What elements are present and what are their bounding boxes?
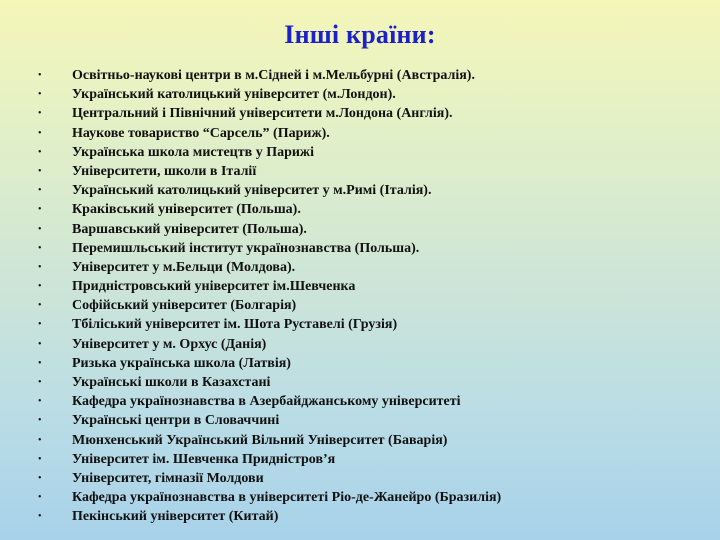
bullet-icon: • [38,338,42,350]
bullet-icon: • [38,204,42,216]
list-item [38,162,501,181]
list-item-text: Кафедра українознавства в Азербайджанському університеті [72,394,461,410]
list-item-text: Тбіліський університет ім. Шота Руставелі (Грузія) [72,317,398,333]
list-item [38,411,501,430]
slide-title: Інші країни: [284,20,436,49]
list-item [38,239,501,258]
list-item [38,258,501,277]
list-item-text: Університет у м.Бельци (Молдова). [72,259,296,275]
list-item [38,66,501,85]
list-item [38,220,501,239]
list-item [38,488,501,507]
list-item-text: Український католицький університет у м.Римі (Італія). [72,183,432,199]
list-item [38,143,501,162]
list-item [38,392,501,411]
list-item-text: Університет, гімназії Молдови [72,470,264,486]
list-item-text: Краківський університет (Польша). [72,202,301,218]
bullet-icon: • [38,108,42,120]
bullet-icon: • [38,242,42,254]
list-item-text: Кафедра українознавства в університеті Ріо-де-Жанейро (Бразилія) [72,490,502,506]
list-item-text: Український католицький університет (м.Лондон). [72,87,396,103]
list-item-text: Пекінський університет (Китай) [72,509,279,525]
bullet-icon: • [38,89,42,101]
list-item [38,373,501,392]
bullet-icon: • [38,453,42,465]
bullet-icon: • [38,511,42,523]
bullet-icon: • [38,396,42,408]
bullet-icon: • [38,415,42,427]
list-item-text: Софійський університет (Болгарія) [72,298,297,314]
list-item [38,450,501,469]
bullet-icon: • [38,357,42,369]
list-item-text: Варшавський університет (Польша). [72,221,307,237]
list-item [38,315,501,334]
bullet-icon: • [38,377,42,388]
list-item [38,469,501,488]
list-item [38,507,501,526]
list-item [38,431,501,450]
list-item-text: Наукове товариство “Сарсель” (Париж). [72,125,330,141]
bullet-list [38,66,501,527]
list-item [38,124,501,143]
bullet-icon: • [38,319,42,331]
bullet-icon: • [38,127,42,139]
list-item [38,85,501,104]
list-item [38,104,501,123]
list-item-text: Центральний і Північний університети м.Лондона (Англія). [72,106,453,122]
bullet-icon: • [38,472,42,484]
list-item-text: Перемишльський інститут українознавства (Польша). [72,240,420,256]
list-item [38,296,501,315]
list-item [38,181,501,200]
list-item [38,277,501,296]
list-item [38,335,501,354]
list-item-text: Придністровський університет ім.Шевченка [72,279,356,295]
list-item [38,354,501,373]
bullet-icon: • [38,434,42,446]
list-item-text: Університет ім. Шевченка Придністров’я [72,451,336,467]
bullet-icon: • [38,146,42,158]
list-item-text: Університет у м. Орхус (Данія) [72,336,267,352]
list-item-text: Українська школа мистецтв у Парижі [72,144,314,160]
list-item [38,200,501,219]
bullet-icon: • [38,165,42,177]
bullet-icon: • [38,70,42,81]
bullet-icon: • [38,185,42,197]
list-item-text: Університети, школи в Італії [72,163,257,179]
bullet-icon: • [38,492,42,504]
list-item-text: Українські центри в Словаччині [72,413,280,429]
bullet-icon: • [38,261,42,273]
list-item-text: Українські школи в Казахстані [72,375,271,390]
bullet-icon: • [38,281,42,293]
list-item-text: Освітньо-наукові центри в м.Сідней і м.Мельбурні (Австралія). [72,68,475,83]
list-item-text: Ризька українська школа (Латвія) [72,355,291,371]
list-item-text: Мюнхенський Український Вільний Університет (Баварія) [72,432,448,448]
bullet-icon: • [38,300,42,312]
bullet-icon: • [38,223,42,235]
